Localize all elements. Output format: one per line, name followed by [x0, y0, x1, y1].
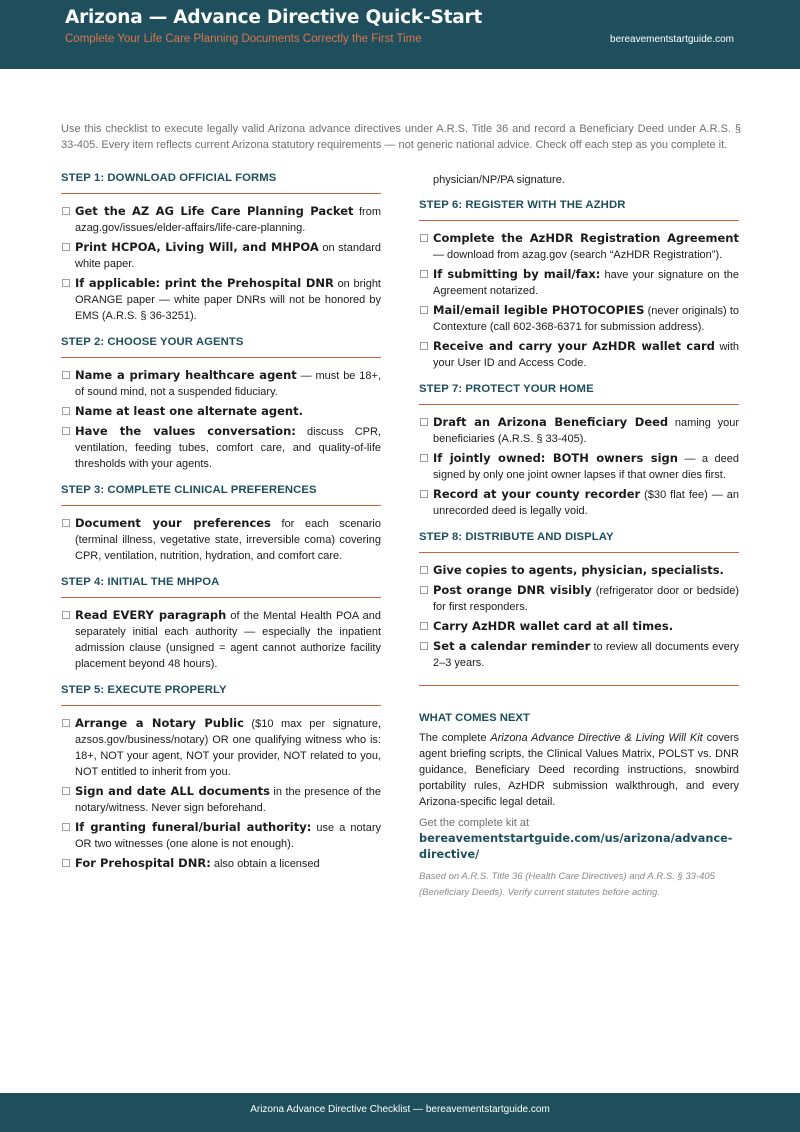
step-6 [419, 199, 739, 371]
item-text: for each scenario (terminal illness, vegetative state, irreversible coma) covering CPR, ventilation, nutrition, hydration, and comfort care. [75, 518, 381, 562]
checklist-item [61, 855, 381, 872]
item-bold-text: Name a primary healthcare agent [75, 368, 297, 382]
step-title: STEP 4: INITIAL THE MHPOA [61, 576, 381, 598]
checkbox[interactable] [420, 418, 428, 426]
item-bold-text: Document your preferences [75, 516, 271, 530]
checkbox[interactable] [62, 859, 70, 867]
checklist-item [419, 414, 739, 447]
what-comes-next-title: WHAT COMES NEXT [419, 712, 530, 724]
item-bold-text: Mail/email legible PHOTOCOPIES [433, 303, 645, 317]
item-bold-text: Read EVERY paragraph [75, 608, 227, 622]
item-bold-text: Sign and date ALL documents [75, 784, 270, 798]
step-title: STEP 5: EXECUTE PROPERLY [61, 684, 381, 706]
item-text: on bright ORANGE paper — white paper DNRs will not be honored by EMS (A.R.S. § 36-3251). [75, 278, 381, 322]
item-bold-text: Carry AzHDR wallet card at all times. [433, 619, 674, 633]
checkbox[interactable] [420, 454, 428, 462]
checkbox[interactable] [420, 642, 428, 650]
step-3 [61, 484, 381, 564]
checklist-item [419, 638, 739, 671]
checkbox[interactable] [62, 823, 70, 831]
item-text: (never originals) to Contexture (call 602-368-6371 for submission address). [433, 305, 740, 333]
checkbox[interactable] [420, 490, 428, 498]
item-continuation-text: physician/NP/PA signature. [433, 174, 565, 186]
checklist-item [419, 230, 739, 263]
item-text: ($30 flat fee) — an unrecorded deed is legally void. [433, 489, 740, 517]
checkbox[interactable] [420, 306, 428, 314]
checklist-item [61, 367, 381, 400]
item-bold-text: Complete the AzHDR Registration Agreement [433, 231, 739, 245]
checkbox[interactable] [420, 342, 428, 350]
kit-link[interactable]: bereavementstartguide.com/us/arizona/advance-directive/ [419, 832, 733, 861]
item-text: ($10 max per signature, azsos.gov/business/notary) OR one qualifying witness who is: 18+, NOT your agent, NOT your provider, NOT related to you, NOT entitled to inherit from you. [75, 718, 381, 778]
item-bold-text: Set a calendar reminder [433, 639, 591, 653]
step-title: STEP 8: DISTRIBUTE AND DISPLAY [419, 531, 739, 553]
kit-link-label: Get the complete kit at [419, 817, 530, 829]
step-4 [61, 576, 381, 672]
checklist-item [61, 783, 381, 816]
checklist-item [419, 486, 739, 519]
item-text: (refrigerator door or bedside) for first responders. [433, 585, 739, 613]
checkbox[interactable] [62, 207, 70, 215]
item-text: — download from azag.gov (search “AzHDR Registration”). [433, 249, 723, 261]
checklist-item [61, 715, 381, 780]
item-text: to review all documents every 2–3 years. [433, 641, 740, 669]
what-comes-next [419, 712, 739, 901]
checklist-item [419, 562, 739, 579]
checkbox[interactable] [62, 719, 70, 727]
checklist-item [61, 203, 381, 236]
item-text: — a deed signed by only one joint owner lapses if that owner dies first. [433, 453, 739, 481]
checklist-item [61, 515, 381, 564]
item-bold-text: Record at your county recorder [433, 487, 641, 501]
step-title: STEP 2: CHOOSE YOUR AGENTS [61, 336, 381, 358]
item-bold-text: Give copies to agents, physician, specialists. [433, 563, 724, 577]
checklist-item [61, 819, 381, 852]
item-text: — must be 18+, of sound mind, not a suspended fiduciary. [75, 370, 381, 398]
checkbox[interactable] [420, 586, 428, 594]
checklist-item [419, 618, 739, 635]
item-bold-text: Print HCPOA, Living Will, and MHPOA [75, 240, 319, 254]
item-bold-text: If jointly owned: BOTH owners sign [433, 451, 678, 465]
item-text: from azag.gov/issues/elder-affairs/life-care-planning. [75, 206, 381, 234]
item-bold-text: If granting funeral/burial authority: [75, 820, 312, 834]
checklist-item [61, 239, 381, 272]
checkbox[interactable] [62, 787, 70, 795]
item-text: on standard white paper. [75, 242, 381, 270]
step-1 [61, 172, 381, 324]
item-bold-text: Arrange a Notary Public [75, 716, 244, 730]
item-bold-text: If submitting by mail/fax: [433, 267, 601, 281]
item-text: also obtain a licensed [210, 858, 320, 870]
what-comes-next-body: The complete Arizona Advance Directive & Living Will Kit covers agent briefing scripts, the Clinical Values Matrix, POLST vs. DNR guidance, Beneficiary Deed recording instructions, snowbird portability rules, AzHDR submission walkthrough, and every Arizona-specific legal detail. [419, 732, 740, 808]
item-text: of the Mental Health POA and separately initial each authority — especially the inpatient admission clause (unsigned = agent cannot authorize facility placement beyond 48 hours). [75, 610, 382, 670]
statute-note: Based on A.R.S. Title 36 (Health Care Directives) and A.R.S. § 33-405 (Beneficiary Deeds). Verify current statutes before acting. [419, 871, 715, 898]
page-header [0, 0, 800, 69]
checklist-item [61, 275, 381, 324]
header-site-link[interactable]: bereavementstartguide.com [610, 34, 734, 45]
item-bold-text: Draft an Arizona Beneficiary Deed [433, 415, 669, 429]
item-text: naming your beneficiaries (A.R.S. § 33-405). [433, 417, 739, 445]
item-bold-text: Name at least one alternate agent. [75, 404, 303, 418]
checkbox[interactable] [420, 270, 428, 278]
checkbox[interactable] [62, 243, 70, 251]
item-bold-text: Get the AZ AG Life Care Planning Packet [75, 204, 354, 218]
item-bold-text: Have the values conversation: [75, 424, 296, 438]
checkbox[interactable] [420, 622, 428, 630]
item-text: with your User ID and Access Code. [433, 341, 739, 369]
checkbox[interactable] [420, 566, 428, 574]
item-bold-text: If applicable: print the Prehospital DNR [75, 276, 334, 290]
item-text: have your signature on the Agreement notarized. [433, 269, 739, 297]
checklist-item [419, 338, 739, 371]
checkbox[interactable] [62, 279, 70, 287]
step-title: STEP 3: COMPLETE CLINICAL PREFERENCES [61, 484, 381, 506]
page-footer: Arizona Advance Directive Checklist — bereavementstartguide.com [0, 1093, 800, 1132]
checkbox[interactable] [62, 519, 70, 527]
section-divider [419, 685, 739, 686]
step-7 [419, 383, 739, 519]
checkbox[interactable] [62, 371, 70, 379]
checklist-item [61, 423, 381, 472]
step-title: STEP 7: PROTECT YOUR HOME [419, 383, 739, 405]
checklist-item [419, 450, 739, 483]
item-bold-text: For Prehospital DNR: [75, 856, 211, 870]
page-subtitle: Complete Your Life Care Planning Documents Correctly the First Time [65, 33, 422, 45]
checklist-item [419, 266, 739, 299]
left-column [61, 172, 381, 884]
step-5 [61, 684, 381, 872]
step-2 [61, 336, 381, 472]
checklist-item [61, 607, 381, 672]
page-title: Arizona — Advance Directive Quick-Start [65, 7, 483, 28]
item-bold-text: Receive and carry your AzHDR wallet card [433, 339, 715, 353]
checkbox[interactable] [62, 427, 70, 435]
step-title: STEP 1: DOWNLOAD OFFICIAL FORMS [61, 172, 381, 194]
checkbox[interactable] [420, 234, 428, 242]
step-title: STEP 6: REGISTER WITH THE AZHDR [419, 199, 739, 221]
checklist-item [419, 302, 739, 335]
item-text: discuss CPR, ventilation, feeding tubes, comfort care, and quality-of-life thresholds with your agents. [75, 426, 381, 470]
intro-text: Use this checklist to execute legally valid Arizona advance directives under A.R.S. Title 36 and record a Beneficiary Deed under A.R.S. § 33-405. Every item reflects current Arizona statutory requirements — not generic national advice. Check off each step as you complete it. [61, 123, 741, 151]
checkbox[interactable] [62, 407, 70, 415]
right-column [419, 172, 739, 901]
checklist-item [419, 582, 739, 615]
item-text: in the presence of the notary/witness. Never sign beforehand. [75, 786, 381, 814]
checkbox[interactable] [62, 611, 70, 619]
item-bold-text: Post orange DNR visibly [433, 583, 592, 597]
checklist-item [61, 403, 381, 420]
item-text: use a notary OR two witnesses (one alone is not enough). [75, 822, 381, 850]
step-8 [419, 531, 739, 671]
